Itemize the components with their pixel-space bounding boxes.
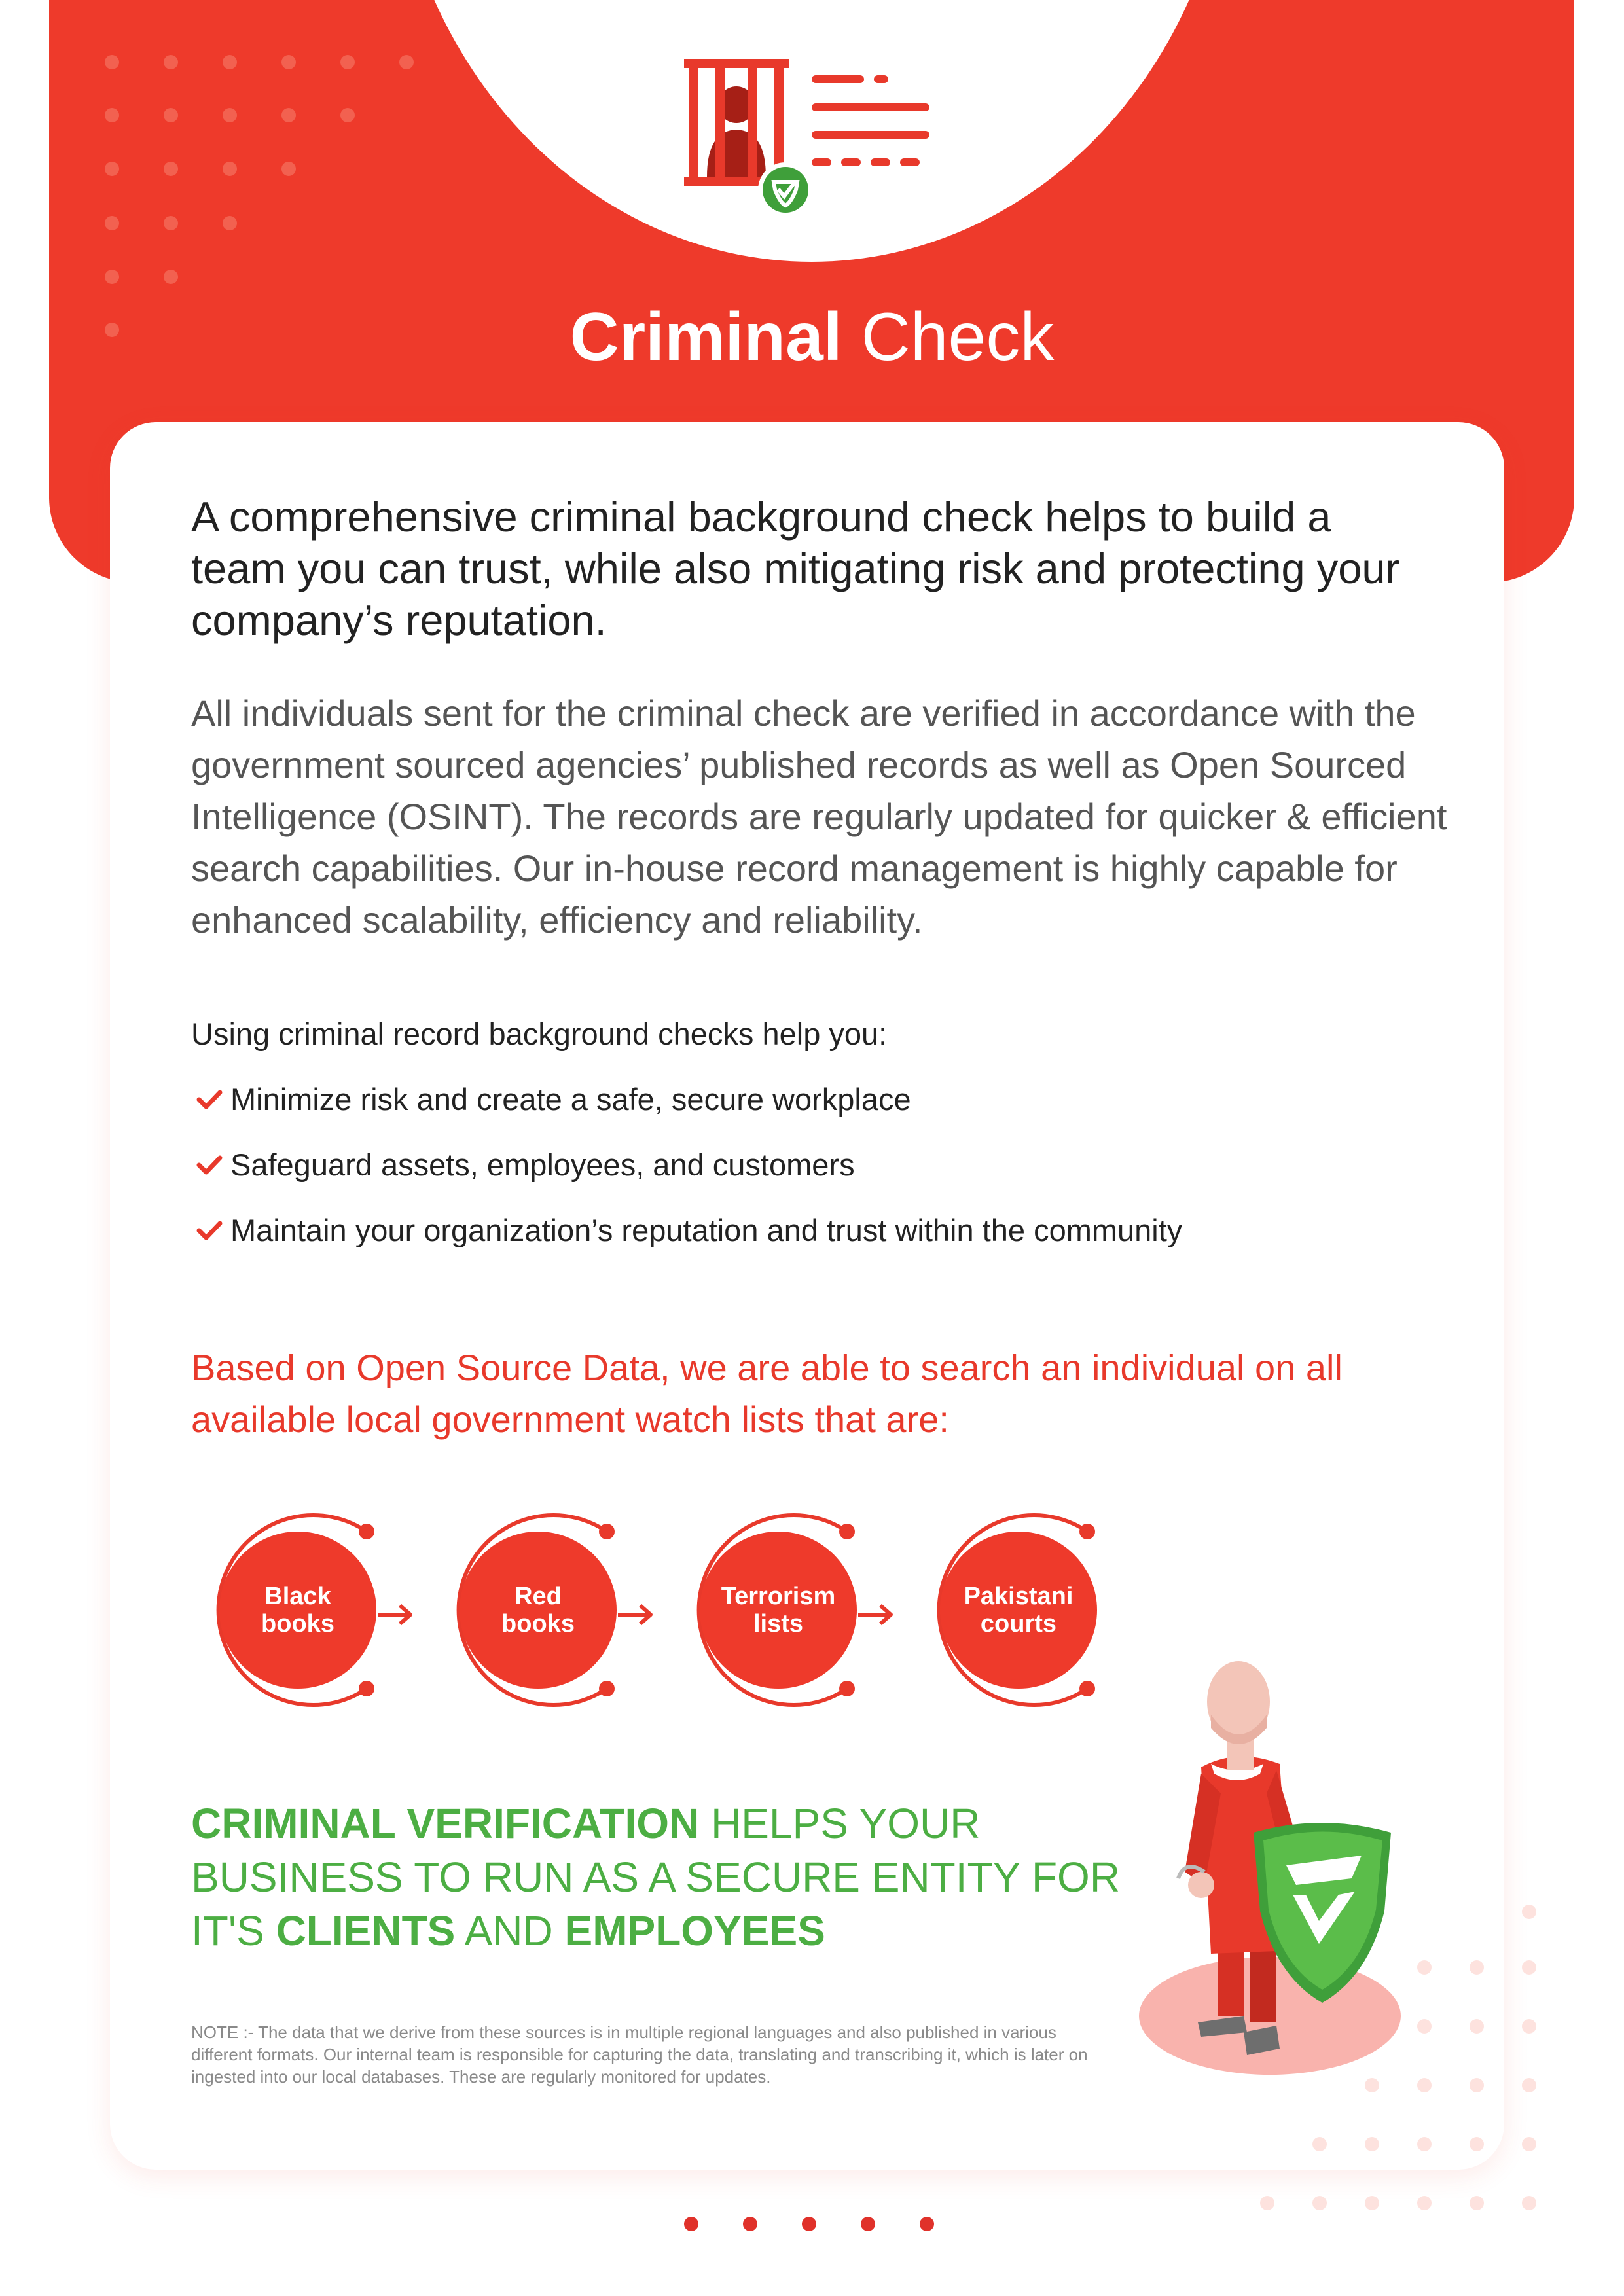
arrow-right-icon xyxy=(376,1602,416,1628)
benefit-label: Minimize risk and create a safe, secure workplace xyxy=(230,1082,911,1117)
watch-list-pakistani-courts: Pakistani courts xyxy=(911,1505,1133,1715)
checkmark-icon xyxy=(196,1089,223,1110)
benefit-item xyxy=(191,1080,1468,1119)
checkmark-icon xyxy=(196,1220,223,1241)
arrow-right-icon xyxy=(617,1602,656,1628)
jail-document-icon xyxy=(684,59,939,219)
watch-list-terrorism-lists: Terrorism lists xyxy=(670,1505,893,1715)
open-source-statement: Based on Open Source Data, we are able to search an individual on all available local government watch lists that are: xyxy=(191,1347,1343,1440)
lead-paragraph: A comprehensive criminal background check helps to build a team you can trust, while also mitigating risk and protecting your company’s reputation. xyxy=(191,493,1400,644)
footnote: NOTE :- The data that we derive from these sources is in multiple regional languages and also published in various different formats. Our internal team is responsible for capturing the data, translating and transcribing it, which is later on ingested into our local databases. These are regularly monitored for updates. xyxy=(191,2022,1088,2087)
checkmark-icon xyxy=(196,1155,223,1175)
prisoner-illustration xyxy=(1139,1597,1447,2081)
benefit-item xyxy=(191,1145,1468,1185)
benefit-label: Maintain your organization’s reputation and trust within the community xyxy=(230,1213,1183,1247)
watch-list-red-books: Red books xyxy=(430,1505,653,1715)
shield-check-icon xyxy=(758,162,813,217)
benefit-label: Safeguard assets, employees, and customers xyxy=(230,1147,855,1182)
verification-tagline: CRIMINAL VERIFICATION HELPS YOUR BUSINESS TO RUN AS A SECURE ENTITY FOR IT'S CLIENTS AND EMPLOYEES xyxy=(191,1800,1121,1954)
benefits-intro: Using criminal record background checks help you: xyxy=(191,1016,888,1051)
arrow-right-icon xyxy=(857,1602,896,1628)
watch-list-black-books: Black books xyxy=(190,1505,412,1715)
body-paragraph: All individuals sent for the criminal check are verified in accordance with the government sourced agencies’ published records as well as Open Sourced Intelligence (OSINT). The records are regularly updated for quicker & efficient search capabilities. Our in-house record management is highly capable for enhanced scalability, efficiency and reliability. xyxy=(191,692,1447,941)
benefit-item xyxy=(191,1211,1468,1250)
page-title: Criminal Check xyxy=(569,299,1055,375)
